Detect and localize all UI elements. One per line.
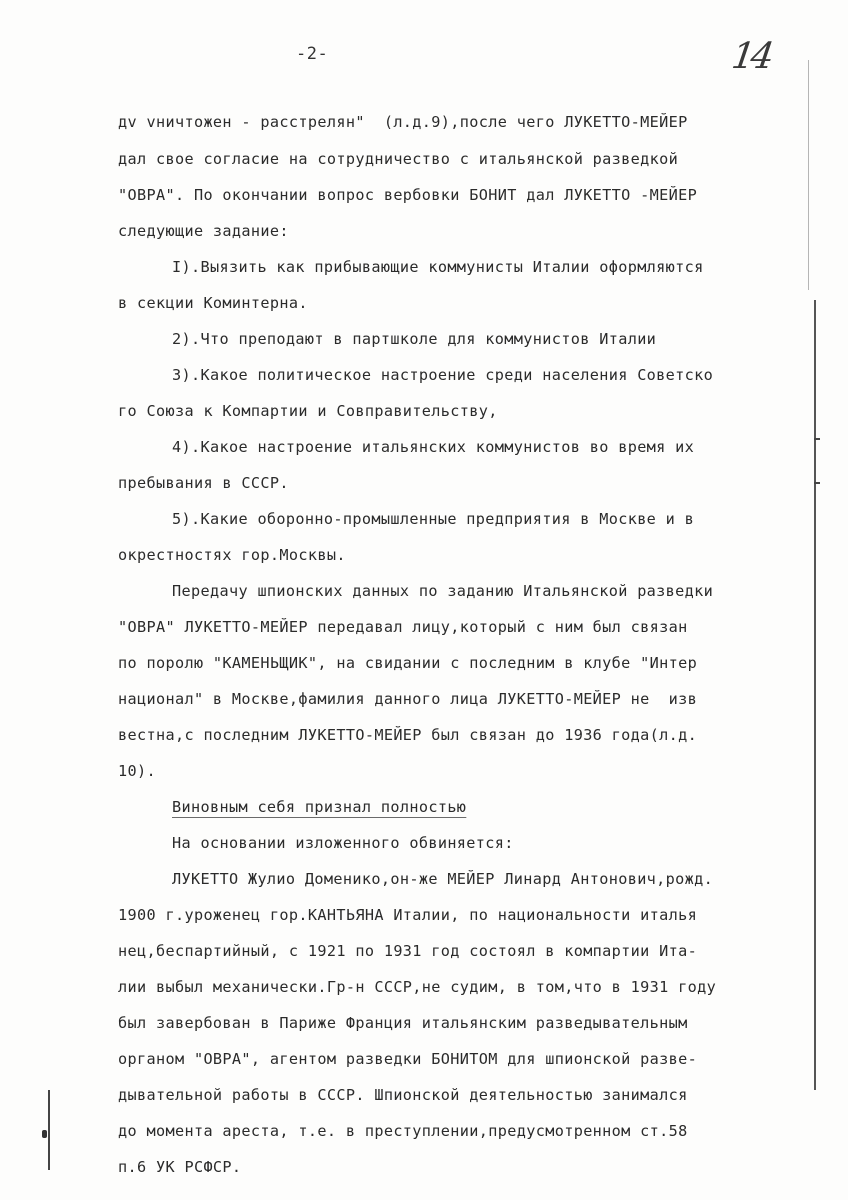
text-line: окрестностях гор.Москвы. xyxy=(118,546,346,564)
text-line: 1900 г.уроженец гор.КАНТЬЯНА Италии, по национальности италья xyxy=(118,906,698,924)
margin-rule xyxy=(814,300,816,1090)
list-item: 2).Что преподают в партшколе для коммунистов Италии xyxy=(172,330,657,348)
text-line: лии выбыл механически.Гр-н СССР,не судим, в том,что в 1931 году xyxy=(118,978,717,996)
text-line: ЛУКЕТТО Жулио Доменико,он-же МЕЙЕР Линард Антонович,рожд. xyxy=(172,870,714,888)
text-line: го Союза к Компартии и Совправительству, xyxy=(118,402,498,420)
text-line: "ОВРА". По окончании вопрос вербовки БОНИТ дал ЛУКЕТТО -МЕЙЕР xyxy=(118,186,698,204)
list-item: I).Выязить как прибывающие коммунисты Италии оформляются xyxy=(172,258,704,276)
text-line: дал свое согласие на сотрудничество с итальянской разведкой xyxy=(118,150,679,168)
binding-rule xyxy=(48,1090,50,1170)
list-item: 3).Какое политическое настроение среди населения Советско xyxy=(172,366,714,384)
margin-tick xyxy=(814,482,820,484)
text-line: до момента ареста, т.е. в преступлении,предусмотренном ст.58 xyxy=(118,1122,688,1140)
list-item: 4).Какое настроение итальянских коммунистов во время их xyxy=(172,438,695,456)
text-line: в секции Коминтерна. xyxy=(118,294,308,312)
text-line: "ОВРА" ЛУКЕТТО-МЕЙЕР передавал лицу,который с ним был связан xyxy=(118,618,688,636)
text-line: п.6 УК РСФСР. xyxy=(118,1158,242,1176)
page-number: -2- xyxy=(296,44,329,64)
text-line: Передачу шпионских данных по заданию Итальянской разведки xyxy=(172,582,714,600)
text-line: 10). xyxy=(118,762,156,780)
margin-rule xyxy=(808,60,809,290)
text-line: Виновным себя признал полностью xyxy=(172,798,467,816)
binding-mark xyxy=(42,1130,47,1138)
text-line: На основании изложенного обвиняется: xyxy=(172,834,514,852)
handwritten-sheet-number: 14 xyxy=(729,36,773,77)
text-line: вестна,с последним ЛУКЕТТО-МЕЙЕР был связан до 1936 года(л.д. xyxy=(118,726,698,744)
text-line: дv vничтожен - расстрелян" (л.д.9),после чего ЛУКЕТТО-МЕЙЕР xyxy=(118,113,688,131)
margin-tick xyxy=(814,438,820,440)
text-line: нец,беспартийный, с 1921 по 1931 год состоял в компартии Ита- xyxy=(118,942,698,960)
text-line: органом "ОВРА", агентом разведки БОНИТОМ для шпионской разве- xyxy=(118,1050,698,1068)
text-line: по поролю "КАМЕНЬЩИК", на свидании с последним в клубе "Интер xyxy=(118,654,698,672)
list-item: 5).Какие оборонно-промышленные предприятия в Москве и в xyxy=(172,510,695,528)
text-line: пребывания в СССР. xyxy=(118,474,289,492)
text-line: следующие задание: xyxy=(118,222,289,240)
text-line: был завербован в Париже Франция итальянским разведывательным xyxy=(118,1014,688,1032)
text-line: дывательной работы в СССР. Шпионской деятельностью занимался xyxy=(118,1086,688,1104)
text-line: национал" в Москве,фамилия данного лица ЛУКЕТТО-МЕЙЕР не изв xyxy=(118,690,698,708)
